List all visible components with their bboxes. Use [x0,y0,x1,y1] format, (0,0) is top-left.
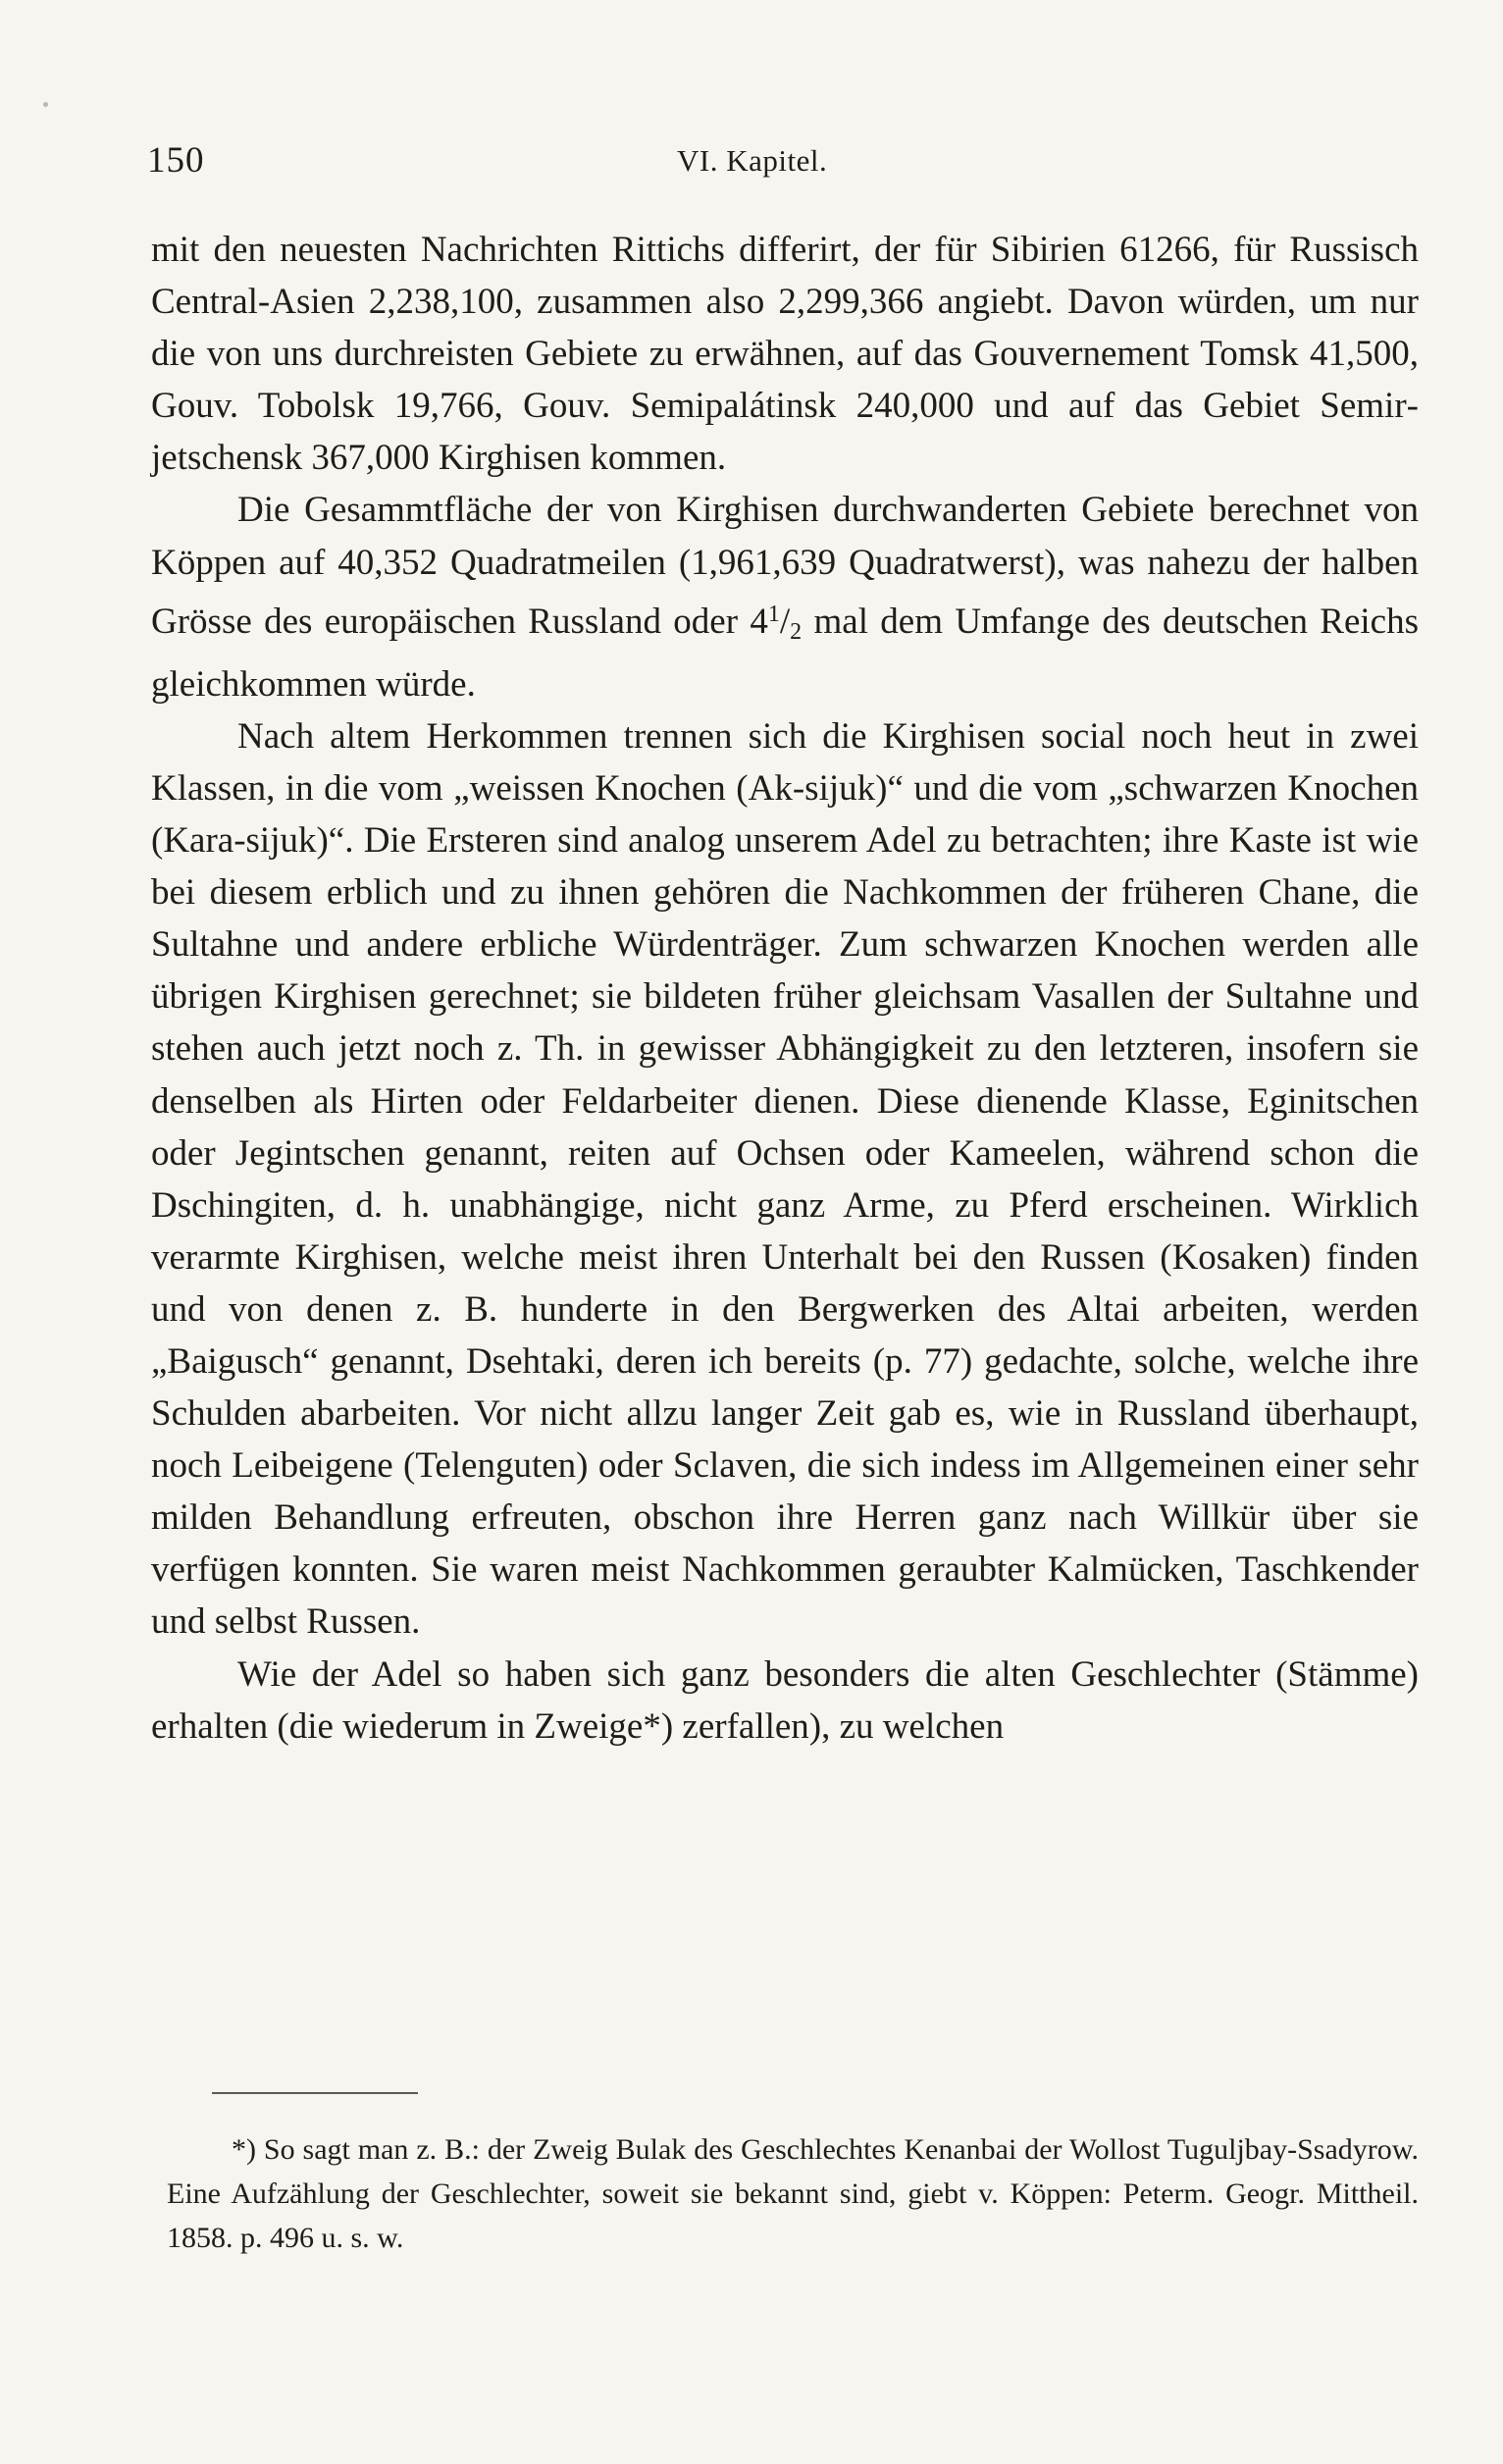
paper-speck [43,102,48,107]
running-head: VI. Kapitel. [677,143,828,178]
paragraph-3: Nach altem Herkommen trennen sich die Kirghisen social noch heut in zwei Klassen, in die vom „weissen Knochen (Ak-sijuk)“ und die vom „schwarzen Knochen (Kara-sijuk)“. Die Ersteren sind analog unserem Adel zu betrachten; ihre Kaste ist wie bei diesem erblich und zu ihnen gehören die Nachkommen der früheren Chane, die Sultahne und andere erbliche Würdenträger. Zum schwarzen Knochen werden alle übrigen Kirghisen gerechnet; sie bildeten früher gleichsam Vasallen der Sultahne und stehen auch jetzt noch z. Th. in gewisser Abhängigkeit zu den letzteren, insofern sie denselben als Hirten oder Feldarbeiter dienen. Diese dienende Klasse, Eginitschen oder Jegintschen genannt, reiten auf Ochsen oder Kameelen, während schon die Dschingiten, d. h. unabhängige, nicht ganz Arme, zu Pferd erscheinen. Wirklich verarmte Kirghisen, welche meist ihren Unterhalt bei den Russen (Kosaken) finden und von denen z. B. hunderte in den Bergwerken des Altai arbeiten, werden „Baigusch“ genannt, Dsehtaki, deren ich bereits (p. 77) gedachte, solche, welche ihre Schulden abarbeiten. Vor nicht allzu langer Zeit gab es, wie in Russland überhaupt, noch Leibeigene (Telenguten) oder Sclaven, die sich indess im Allgemeinen einer sehr milden Behandlung erfreuten, obschon ihre Herren ganz nach Willkür über sie verfügen konnten. Sie waren meist Nachkommen geraubter Kalmücken, Taschkender und selbst Russen. [151,715,1419,1643]
body-text [151,224,1419,1753]
paragraph-2-end: mal dem Umfange des deutschen Reichs gleichkommen würde. [151,601,1419,705]
paragraph-2-start: Die Gesammtfläche der von Kirghisen durchwanderten Gebiete berechnet von Köppen auf 40,352 Quadratmeilen (1,961,639 Quadratwerst), was nahezu der halben Grösse des europäischen Russland oder 4 [151,490,1419,642]
fraction-slash: / [779,601,791,642]
paragraph-4: Wie der Adel so haben sich ganz besonders die alten Geschlechter (Stämme) erhalten (die wiederum in Zweige*) zerfallen), zu welchen [151,1653,1419,1747]
page-number: 150 [147,140,205,181]
paragraph-2 [151,484,1419,709]
fraction-denominator: 2 [790,618,803,645]
footnote-rule [212,2092,418,2094]
footnote-text: *) So sagt man z. B.: der Zweig Bulak des Geschlechtes Kenanbai der Wollost Tuguljbay-Ssadyrow. Eine Aufzählung der Geschlechter, soweit sie bekannt sind, giebt v. Köppen: Peterm. Geogr. Mittheil. 1858. p. 496 u. s. w. [167,2133,1419,2254]
page-header [147,139,1415,188]
fraction-numerator: 1 [767,601,780,627]
footnote [167,2127,1419,2260]
paragraph-1: mit den neuesten Nachrichten Rittichs differirt, der für Sibirien 61266, für Russisch Central-Asien 2,238,100, zusammen also 2,299,366 angiebt. Davon würden, um nur die von uns durchreisten Gebiete zu erwähnen, auf das Gouvernement Tomsk 41,500, Gouv. Tobolsk 19,766, Gouv. Semipalátinsk 240,000 und auf das Gebiet Semirjetschensk 367,000 Kirghisen kommen. [151,230,1419,479]
